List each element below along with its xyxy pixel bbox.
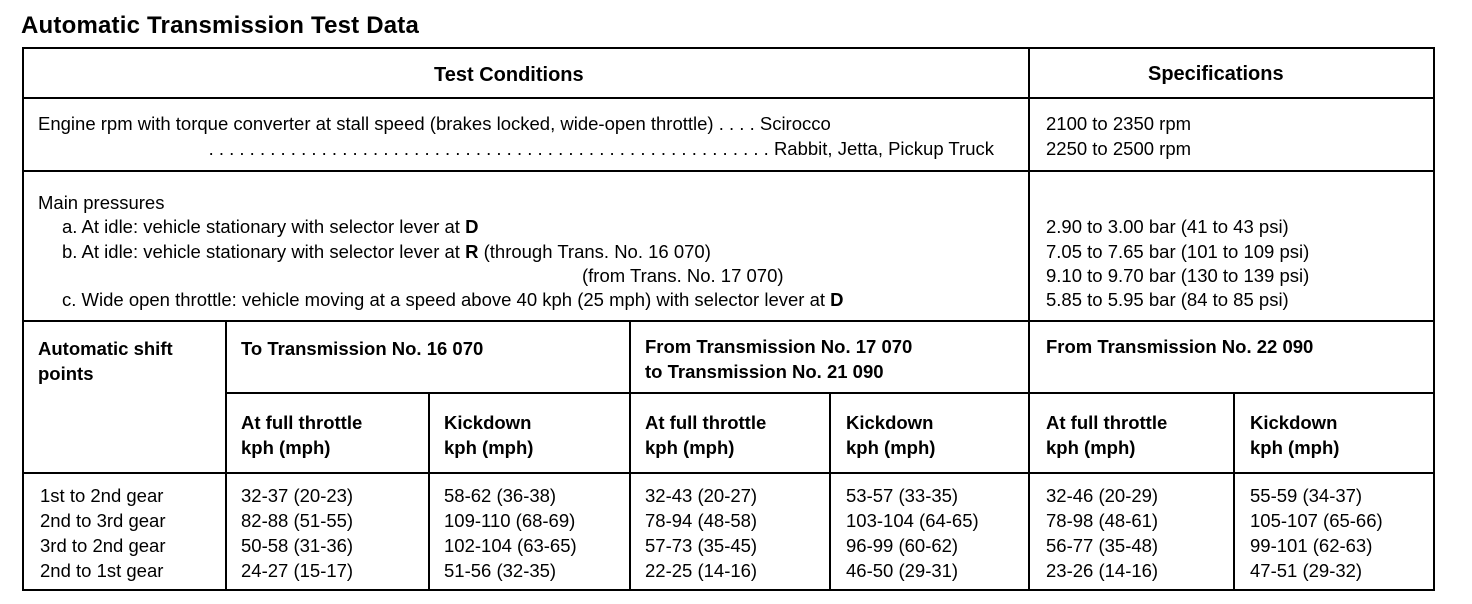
- divider: [22, 320, 1435, 322]
- shift-label-line2: points: [38, 363, 94, 384]
- divider: [22, 97, 1435, 99]
- divider: [1028, 47, 1030, 591]
- gear-label: 2nd to 1st gear: [40, 560, 164, 581]
- stall-spec1: 2100 to 2350 rpm: [1046, 113, 1192, 134]
- pressure-c-bold: D: [830, 289, 844, 310]
- shift-points-label: [38, 336, 173, 386]
- value-cell: 96-99 (60-62): [846, 535, 959, 556]
- gear-labels: [40, 483, 165, 583]
- sub-header-kick-3: [1250, 410, 1339, 460]
- stall-spec2: 2250 to 2500 rpm: [1046, 138, 1192, 159]
- sub-header-full-2: [645, 410, 766, 460]
- pressure-spec-b2: 9.10 to 9.70 bar (130 to 139 psi): [1046, 265, 1310, 286]
- pressure-c: [62, 287, 844, 312]
- divider: [829, 392, 831, 591]
- test-conditions-header: Test Conditions: [434, 64, 584, 86]
- value-cell: 56-77 (35-48): [1046, 535, 1159, 556]
- values-col-2: [444, 483, 577, 583]
- pressure-b-tail: (through Trans. No. 16 070): [478, 241, 711, 262]
- divider: [22, 170, 1435, 172]
- divider: [22, 472, 1435, 474]
- values-col-5: [1046, 483, 1158, 583]
- group-header-2: [645, 334, 912, 384]
- value-cell: 23-26 (14-16): [1046, 560, 1159, 581]
- pressure-spec-c: 5.85 to 5.95 bar (84 to 85 psi): [1046, 289, 1289, 310]
- group2-line2: to Transmission No. 21 090: [645, 361, 884, 382]
- value-cell: 78-98 (48-61): [1046, 510, 1159, 531]
- stall-condition-line2: . . . . . . . . . . . . . . . . . . . . . . . . . . . . . . . . . . . . . . . . . . . . . . . . . . . . . . . Rabbit, Jetta, Pickup Truck: [208, 138, 994, 159]
- sub-full-label: At full throttle: [1046, 412, 1168, 433]
- value-cell: 57-73 (35-45): [645, 535, 758, 556]
- divider: [1233, 392, 1235, 591]
- sub-kick-label: Kickdown: [846, 412, 934, 433]
- pressure-a: [62, 214, 478, 239]
- value-cell: 102-104 (63-65): [444, 535, 577, 556]
- divider: [629, 320, 631, 591]
- value-cell: 51-56 (32-35): [444, 560, 557, 581]
- group-header-3: From Transmission No. 22 090: [1046, 336, 1314, 357]
- value-cell: 103-104 (64-65): [846, 510, 979, 531]
- pressure-spec-b: 7.05 to 7.65 bar (101 to 109 psi): [1046, 241, 1310, 262]
- gear-label: 2nd to 3rd gear: [40, 510, 166, 531]
- pressure-a-bold: D: [465, 216, 479, 237]
- pressure-c-text: c. Wide open throttle: vehicle moving at a speed above 40 kph (25 mph) with selector lever at: [62, 289, 831, 310]
- pressure-b-text: b. At idle: vehicle stationary with selector lever at: [62, 241, 466, 262]
- value-cell: 99-101 (62-63): [1250, 535, 1373, 556]
- value-cell: 82-88 (51-55): [241, 510, 354, 531]
- value-cell: 58-62 (36-38): [444, 485, 557, 506]
- value-cell: 78-94 (48-58): [645, 510, 758, 531]
- value-cell: 46-50 (29-31): [846, 560, 959, 581]
- value-cell: 109-110 (68-69): [444, 510, 576, 531]
- pressure-spec-a: 2.90 to 3.00 bar (41 to 43 psi): [1046, 216, 1289, 237]
- values-col-3: [645, 483, 757, 583]
- value-cell: 47-51 (29-32): [1250, 560, 1363, 581]
- sub-header-full-1: [241, 410, 362, 460]
- value-cell: 32-37 (20-23): [241, 485, 354, 506]
- sub-unit-label: kph (mph): [645, 437, 735, 458]
- sub-header-full-3: [1046, 410, 1167, 460]
- sub-kick-label: Kickdown: [1250, 412, 1338, 433]
- divider: [428, 392, 430, 591]
- shift-label-line1: Automatic shift: [38, 338, 173, 359]
- specifications-header: Specifications: [1148, 63, 1284, 85]
- stall-condition-line1: Engine rpm with torque converter at stall speed (brakes locked, wide-open throttle) . . . . Scirocco: [38, 113, 831, 134]
- value-cell: 55-59 (34-37): [1250, 485, 1363, 506]
- value-cell: 53-57 (33-35): [846, 485, 959, 506]
- sub-unit-label: kph (mph): [1046, 437, 1136, 458]
- value-cell: 24-27 (15-17): [241, 560, 354, 581]
- value-cell: 32-43 (20-27): [645, 485, 758, 506]
- values-col-4: [846, 483, 979, 583]
- gear-label: 3rd to 2nd gear: [40, 535, 166, 556]
- sub-unit-label: kph (mph): [444, 437, 534, 458]
- divider: [225, 320, 227, 591]
- sub-kick-label: Kickdown: [444, 412, 532, 433]
- pressure-a-text: a. At idle: vehicle stationary with selector lever at: [62, 216, 466, 237]
- value-cell: 105-107 (65-66): [1250, 510, 1383, 531]
- pressure-b: [62, 239, 711, 264]
- page-title: Automatic Transmission Test Data: [21, 12, 420, 39]
- sub-unit-label: kph (mph): [1250, 437, 1340, 458]
- value-cell: 32-46 (20-29): [1046, 485, 1159, 506]
- sub-full-label: At full throttle: [645, 412, 767, 433]
- sub-unit-label: kph (mph): [241, 437, 331, 458]
- values-col-6: [1250, 483, 1383, 583]
- value-cell: 50-58 (31-36): [241, 535, 354, 556]
- pressure-b-bold: R: [465, 241, 479, 262]
- value-cell: 22-25 (14-16): [645, 560, 758, 581]
- pressures-heading: Main pressures: [38, 192, 165, 213]
- pressure-b2: (from Trans. No. 17 070): [582, 265, 784, 286]
- gear-label: 1st to 2nd gear: [40, 485, 164, 506]
- values-col-1: [241, 483, 353, 583]
- group2-line1: From Transmission No. 17 070: [645, 336, 913, 357]
- group-header-1: To Transmission No. 16 070: [241, 338, 484, 359]
- sub-full-label: At full throttle: [241, 412, 363, 433]
- sub-header-kick-2: [846, 410, 935, 460]
- sub-header-kick-1: [444, 410, 533, 460]
- sub-unit-label: kph (mph): [846, 437, 936, 458]
